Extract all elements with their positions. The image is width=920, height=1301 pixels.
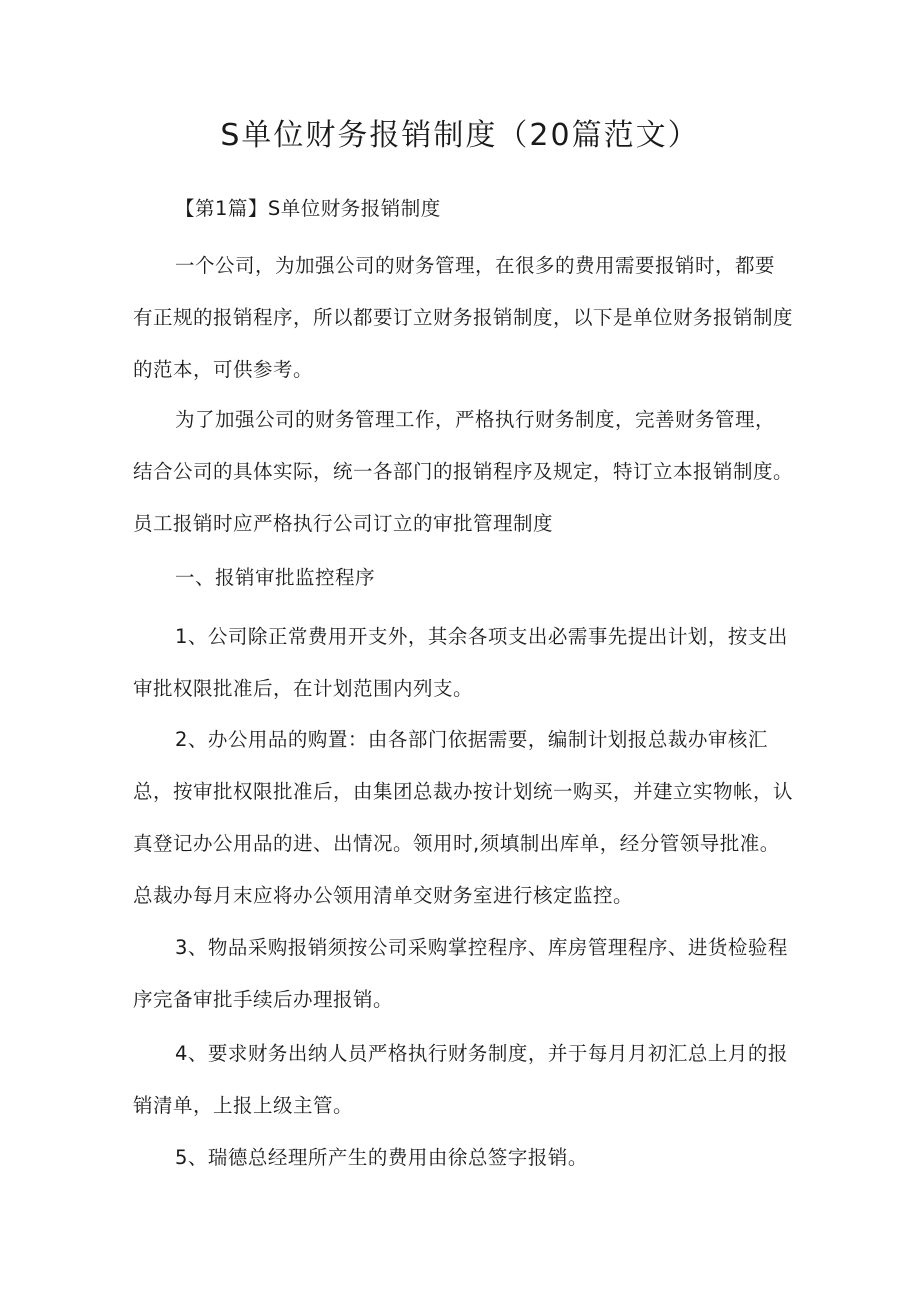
paragraph-item-3: 3、物品采购报销须按公司采购掌控程序、库房管理程序、进货检验程序完备审批手续后办理报销。 bbox=[133, 936, 788, 1011]
paragraph-item-5: 5、瑞德总经理所产生的费用由徐总签字报销。 bbox=[175, 1146, 588, 1169]
paragraph-intro: 一个公司，为加强公司的财务管理，在很多的费用需要报销时，都要有正规的报销程序，所以都要订立财务报销制度，以下是单位财务报销制度的范本，可供参考。 bbox=[133, 254, 794, 381]
document-title: S单位财务报销制度（20篇范文） bbox=[220, 118, 700, 153]
paragraph-purpose: 为了加强公司的财务管理工作，严格执行财务制度，完善财务管理，结合公司的具体实际，统一各部门的报销程序及规定，特订立本报销制度。员工报销时应严格执行公司订立的审批管理制度 bbox=[133, 408, 794, 535]
paragraph-item-1: 1、公司除正常费用开支外，其余各项支出必需事先提出计划，按支出审批权限批准后，在计划范围内列支。 bbox=[133, 625, 788, 700]
paragraph-item-2: 2、办公用品的购置：由各部门依据需要，编制计划报总裁办审核汇总，按审批权限批准后，由集团总裁办按计划统一购买，并建立实物帐，认真登记办公用品的进、出情况。领用时,须填制出库单，经分管领导批准。总裁办每月末应将办公领用清单交财务室进行核定监控。 bbox=[133, 728, 794, 907]
paragraph-item-4: 4、要求财务出纳人员严格执行财务制度，并于每月月初汇总上月的报销清单，上报上级主管。 bbox=[133, 1042, 788, 1117]
subsection-heading: 一、报销审批监控程序 bbox=[175, 566, 376, 589]
section-heading: 【第1篇】S单位财务报销制度 bbox=[175, 197, 441, 220]
